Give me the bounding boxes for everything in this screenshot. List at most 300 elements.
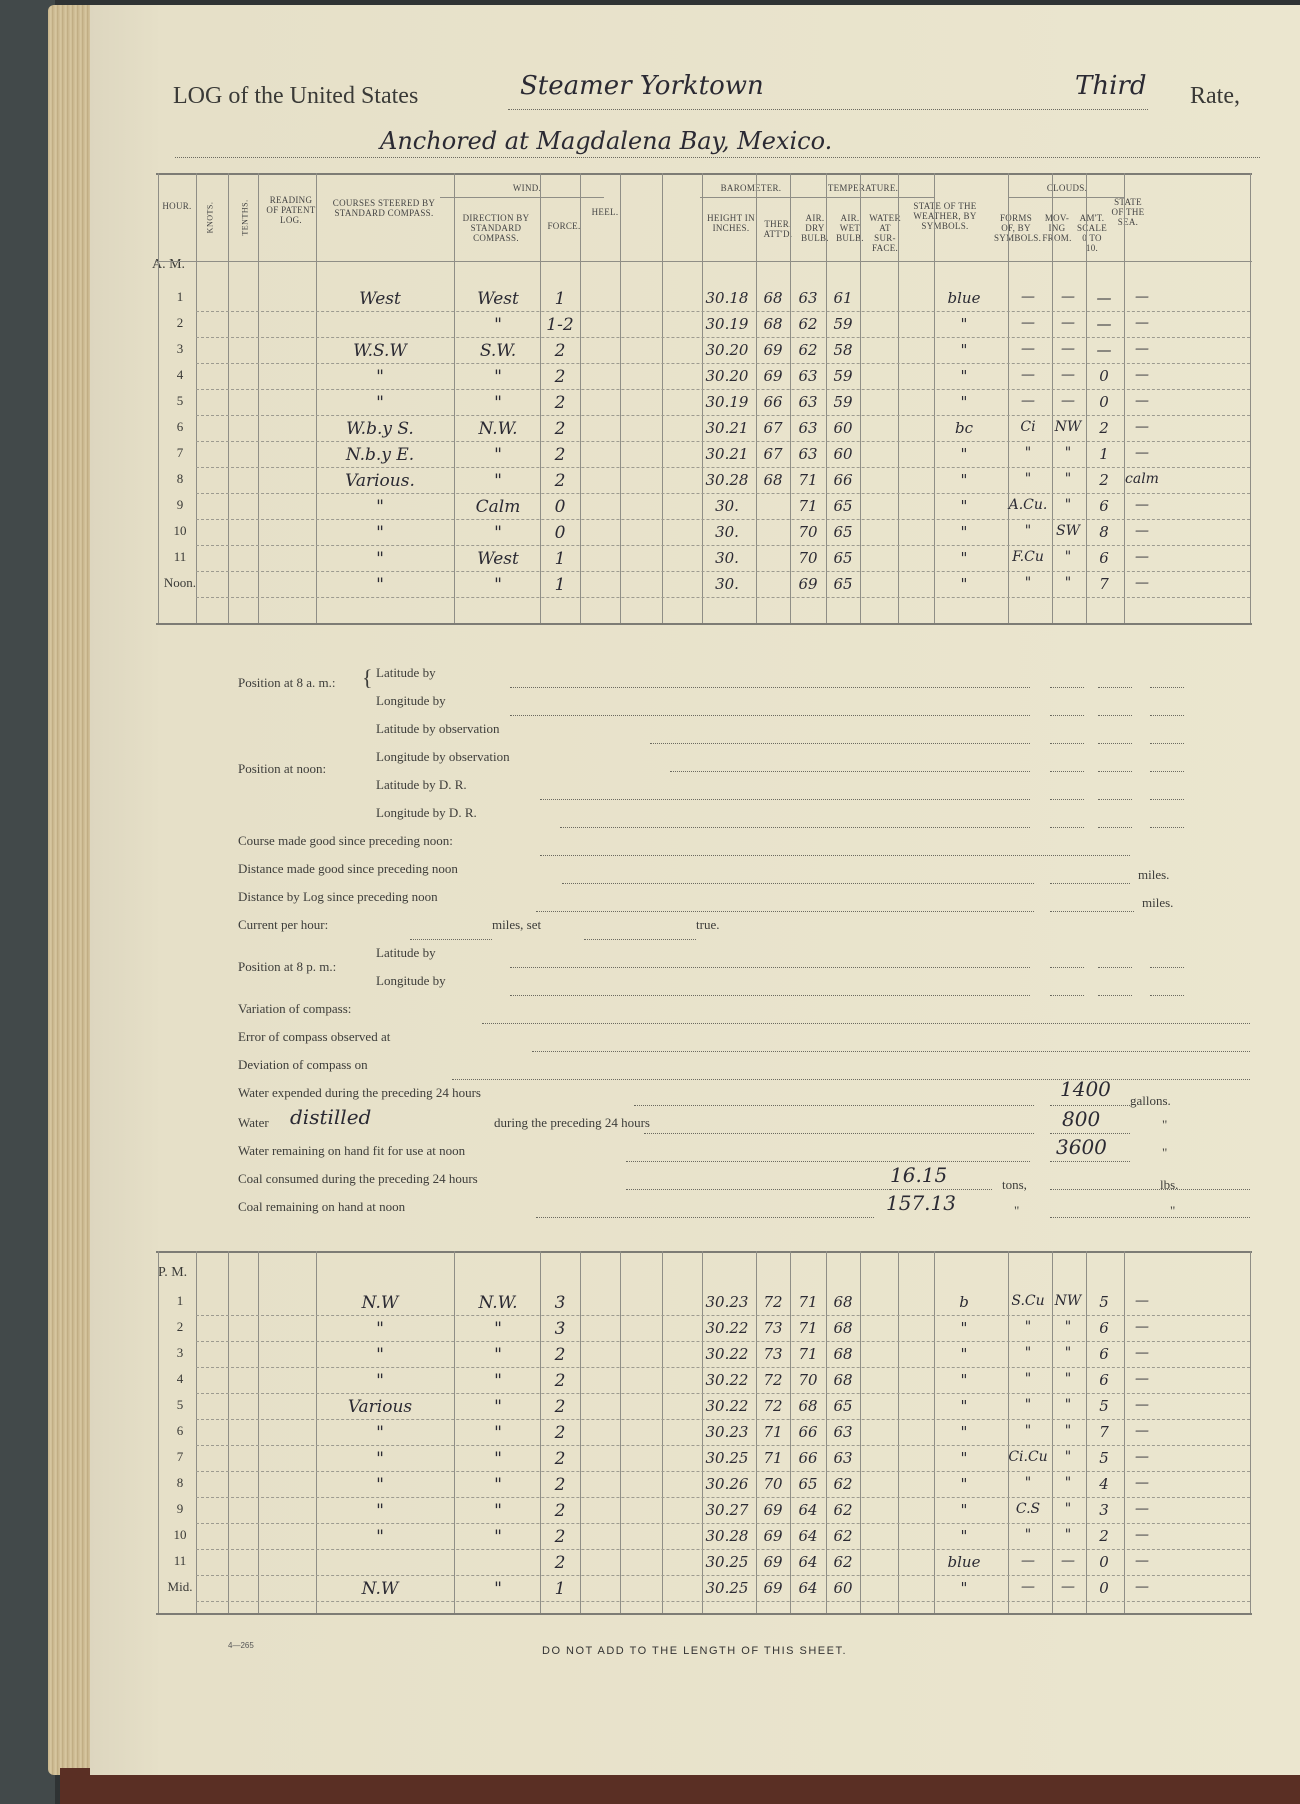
leader-line bbox=[560, 827, 1030, 828]
pm-course-cell: Various bbox=[347, 1397, 413, 1417]
pm-air-wet-cell: 68 bbox=[833, 1293, 853, 1311]
am-weather-cell: " bbox=[960, 393, 968, 411]
am-cloud-amount-cell: — bbox=[1096, 341, 1112, 359]
am-cloud-moving-cell: " bbox=[1064, 497, 1072, 513]
pos-noon-label: Position at noon: bbox=[238, 761, 327, 776]
water-distilled-ditto: " bbox=[1162, 1117, 1168, 1132]
rate-value: Third bbox=[1075, 71, 1147, 101]
am-label: A. M. bbox=[152, 257, 186, 272]
am-wind-direction-cell: S.W. bbox=[479, 341, 517, 361]
error-label: Error of compass observed at bbox=[238, 1029, 391, 1044]
am-air-wet-cell: 59 bbox=[833, 367, 853, 385]
am-course-cell: N.b.y E. bbox=[345, 445, 415, 465]
am-cloud-amount-cell: 8 bbox=[1099, 523, 1109, 541]
pm-table-bottom-border bbox=[156, 1613, 1252, 1615]
water-expended-value: 1400 bbox=[1060, 1077, 1111, 1101]
dist-log-label: Distance by Log since preceding noon bbox=[238, 889, 438, 904]
vessel-underline bbox=[508, 109, 1148, 110]
am-sea-cell: — bbox=[1135, 315, 1149, 331]
pm-weather-cell: blue bbox=[947, 1553, 981, 1571]
pm-cloud-amount-cell: 5 bbox=[1099, 1449, 1109, 1467]
am-sea-cell: — bbox=[1135, 289, 1149, 305]
leader-line bbox=[644, 1133, 1034, 1134]
am-air-dry-cell: 62 bbox=[798, 315, 818, 333]
am-baro-ther-cell: 67 bbox=[763, 445, 783, 463]
pm-wind-force-cell: 1 bbox=[554, 1579, 566, 1599]
water-remaining-ditto: " bbox=[1162, 1145, 1168, 1160]
pm-table-top-border bbox=[156, 1251, 1252, 1253]
pm-weather-cell: " bbox=[960, 1475, 968, 1493]
am-weather-cell: bc bbox=[954, 419, 973, 437]
header-barometer: BAROMETER. bbox=[720, 183, 782, 193]
pm-sea-cell: — bbox=[1135, 1293, 1149, 1309]
current-end: true. bbox=[696, 917, 720, 932]
am-sea-cell: — bbox=[1135, 523, 1149, 539]
pm-cloud-moving-cell: " bbox=[1064, 1501, 1072, 1517]
am-wind-force-cell: 2 bbox=[554, 341, 566, 361]
leader-line bbox=[532, 1051, 1250, 1052]
am-air-dry-cell: 70 bbox=[798, 549, 818, 567]
background-left bbox=[0, 0, 55, 1804]
pm-wind-direction-cell: " bbox=[494, 1475, 502, 1495]
am-cloud-amount-cell: 6 bbox=[1099, 497, 1109, 515]
pm-wind-force-cell: 2 bbox=[554, 1397, 566, 1417]
header-wind-force: FORCE. bbox=[547, 221, 581, 231]
am-baro-height-cell: 30. bbox=[715, 523, 739, 541]
header-tenths: TENTHS. bbox=[240, 199, 250, 236]
pm-cloud-forms-cell: " bbox=[1024, 1423, 1032, 1439]
am-course-cell: Various. bbox=[345, 471, 415, 491]
am-cloud-amount-cell: 0 bbox=[1099, 367, 1109, 385]
clouds-subheader-line bbox=[1008, 197, 1124, 198]
pm-air-wet-cell: 68 bbox=[833, 1345, 853, 1363]
am-cloud-moving-cell: — bbox=[1061, 367, 1075, 383]
pm-cloud-amount-cell: 0 bbox=[1099, 1579, 1109, 1597]
pm-air-dry-cell: 65 bbox=[798, 1475, 818, 1493]
am-cloud-forms-cell: " bbox=[1024, 575, 1032, 591]
pos-8pm-label: Position at 8 p. m.: bbox=[238, 959, 337, 974]
minute-blank bbox=[1098, 967, 1132, 968]
pos-noon-lat-dr: Latitude by D. R. bbox=[376, 777, 467, 792]
coal-tons: tons, bbox=[1002, 1177, 1027, 1192]
am-cloud-moving-cell: — bbox=[1061, 393, 1075, 409]
pm-air-wet-cell: 63 bbox=[833, 1423, 853, 1441]
am-column-line bbox=[662, 173, 663, 623]
pm-course-cell: " bbox=[376, 1501, 384, 1521]
pm-cloud-moving-cell: " bbox=[1064, 1449, 1072, 1465]
am-cloud-moving-cell: NW bbox=[1054, 419, 1082, 435]
pm-column-line bbox=[1250, 1251, 1251, 1613]
pm-baro-height-cell: 30.23 bbox=[705, 1293, 749, 1311]
pm-baro-ther-cell: 71 bbox=[763, 1423, 783, 1441]
am-column-line bbox=[1250, 173, 1251, 623]
pm-cloud-moving-cell: " bbox=[1064, 1527, 1072, 1543]
pm-row-line bbox=[196, 1367, 1250, 1368]
am-air-dry-cell: 62 bbox=[798, 341, 818, 359]
leader-line bbox=[626, 1161, 1030, 1162]
leader-line bbox=[540, 855, 1130, 856]
pm-hour-cell: 8 bbox=[176, 1475, 184, 1490]
pm-cloud-moving-cell: " bbox=[1064, 1371, 1072, 1387]
am-row-line bbox=[196, 363, 1250, 364]
pm-weather-cell: " bbox=[960, 1345, 968, 1363]
am-air-dry-cell: 71 bbox=[798, 497, 818, 515]
pm-baro-ther-cell: 69 bbox=[763, 1553, 783, 1571]
minute-blank bbox=[1098, 743, 1132, 744]
pm-hour-cell: 10 bbox=[173, 1527, 187, 1542]
header-wind-direction: DIRECTION BY STANDARD COMPASS. bbox=[462, 213, 530, 243]
am-wind-force-cell: 2 bbox=[554, 419, 566, 439]
am-air-wet-cell: 61 bbox=[833, 289, 853, 307]
pm-hour-cell: 5 bbox=[176, 1397, 184, 1412]
pm-cloud-forms-cell: C.S bbox=[1015, 1501, 1041, 1517]
coal-remaining-label: Coal remaining on hand at noon bbox=[238, 1199, 406, 1214]
am-baro-height-cell: 30.19 bbox=[705, 315, 749, 333]
leader-line bbox=[510, 687, 1030, 688]
pm-row-line bbox=[196, 1523, 1250, 1524]
am-weather-cell: " bbox=[960, 523, 968, 541]
minute-blank bbox=[1098, 771, 1132, 772]
pm-cloud-forms-cell: " bbox=[1024, 1475, 1032, 1491]
location-underline bbox=[175, 157, 1260, 158]
pm-cloud-amount-cell: 7 bbox=[1099, 1423, 1109, 1441]
pm-baro-ther-cell: 71 bbox=[763, 1449, 783, 1467]
pm-hour-cell: Mid. bbox=[167, 1579, 193, 1594]
minute-blank bbox=[1098, 827, 1132, 828]
pm-cloud-moving-cell: " bbox=[1064, 1423, 1072, 1439]
pm-hour-cell: 6 bbox=[176, 1423, 184, 1438]
pm-baro-height-cell: 30.25 bbox=[705, 1553, 749, 1571]
am-sea-cell: calm bbox=[1125, 471, 1159, 487]
pm-column-line bbox=[662, 1251, 663, 1613]
am-hour-cell: 2 bbox=[176, 315, 184, 330]
am-table-bottom-border bbox=[156, 623, 1252, 625]
leader-line bbox=[562, 883, 1034, 884]
pm-baro-ther-cell: 72 bbox=[763, 1397, 783, 1415]
am-baro-height-cell: 30. bbox=[715, 575, 739, 593]
pm-weather-cell: b bbox=[959, 1293, 969, 1311]
pm-weather-cell: " bbox=[960, 1527, 968, 1545]
header-sea: STATE OF THE SEA. bbox=[1111, 197, 1145, 227]
degree-blank bbox=[1050, 827, 1084, 828]
am-wind-direction-cell: " bbox=[494, 367, 502, 387]
am-hour-cell: 6 bbox=[176, 419, 184, 434]
am-air-dry-cell: 63 bbox=[798, 419, 818, 437]
am-row-line bbox=[196, 311, 1250, 312]
pm-air-wet-cell: 65 bbox=[833, 1397, 853, 1415]
am-air-wet-cell: 65 bbox=[833, 497, 853, 515]
am-wind-force-cell: 0 bbox=[554, 523, 566, 543]
minute-blank bbox=[1098, 687, 1132, 688]
am-cloud-amount-cell: 6 bbox=[1099, 549, 1109, 567]
am-column-line bbox=[898, 173, 899, 623]
pm-wind-force-cell: 2 bbox=[554, 1371, 566, 1391]
leader-line bbox=[536, 1217, 874, 1218]
pm-baro-height-cell: 30.25 bbox=[705, 1449, 749, 1467]
am-cloud-amount-cell: 0 bbox=[1099, 393, 1109, 411]
am-row-line bbox=[196, 467, 1250, 468]
pm-air-dry-cell: 64 bbox=[798, 1579, 818, 1597]
am-weather-cell: " bbox=[960, 471, 968, 489]
am-cloud-moving-cell: — bbox=[1061, 341, 1075, 357]
pm-column-line bbox=[620, 1251, 621, 1613]
pm-sea-cell: — bbox=[1135, 1475, 1149, 1491]
pm-baro-ther-cell: 70 bbox=[763, 1475, 783, 1493]
am-air-wet-cell: 65 bbox=[833, 523, 853, 541]
am-course-cell: " bbox=[376, 393, 384, 413]
pm-weather-cell: " bbox=[960, 1579, 968, 1597]
pm-cloud-amount-cell: 6 bbox=[1099, 1371, 1109, 1389]
am-wind-direction-cell: " bbox=[494, 471, 502, 491]
leader-line bbox=[584, 939, 696, 940]
form-number: 4—265 bbox=[228, 1641, 254, 1650]
pm-baro-ther-cell: 69 bbox=[763, 1501, 783, 1519]
pm-row-line bbox=[196, 1471, 1250, 1472]
rate-label: Rate, bbox=[1190, 83, 1240, 109]
pm-cloud-moving-cell: — bbox=[1061, 1579, 1075, 1595]
pm-baro-height-cell: 30.26 bbox=[705, 1475, 749, 1493]
coal-remaining-value: 157.13 bbox=[886, 1191, 956, 1215]
am-sea-cell: — bbox=[1135, 445, 1149, 461]
course-good-label: Course made good since preceding noon: bbox=[238, 833, 453, 848]
am-air-wet-cell: 59 bbox=[833, 315, 853, 333]
second-blank bbox=[1150, 967, 1184, 968]
pm-air-dry-cell: 71 bbox=[798, 1345, 818, 1363]
am-sea-cell: — bbox=[1135, 393, 1149, 409]
am-sea-cell: — bbox=[1135, 575, 1149, 591]
pm-baro-ther-cell: 69 bbox=[763, 1579, 783, 1597]
leader-line bbox=[510, 715, 1030, 716]
am-hour-cell: Noon. bbox=[163, 575, 197, 590]
am-air-wet-cell: 59 bbox=[833, 393, 853, 411]
pm-cloud-forms-cell: S.Cu bbox=[1011, 1293, 1045, 1309]
am-baro-ther-cell: 69 bbox=[763, 367, 783, 385]
pm-cloud-forms-cell: " bbox=[1024, 1371, 1032, 1387]
pm-air-dry-cell: 64 bbox=[798, 1527, 818, 1545]
pm-course-cell: " bbox=[376, 1319, 384, 1339]
pm-weather-cell: " bbox=[960, 1449, 968, 1467]
degree-blank bbox=[1050, 967, 1084, 968]
footer-notice: DO NOT ADD TO THE LENGTH OF THIS SHEET. bbox=[542, 1645, 848, 1657]
pm-sea-cell: — bbox=[1135, 1423, 1149, 1439]
am-cloud-forms-cell: — bbox=[1021, 341, 1035, 357]
am-hour-cell: 1 bbox=[176, 289, 184, 304]
am-cloud-amount-cell: 2 bbox=[1099, 419, 1109, 437]
am-sea-cell: — bbox=[1135, 419, 1149, 435]
am-air-dry-cell: 63 bbox=[798, 445, 818, 463]
dist-good-miles: miles. bbox=[1138, 867, 1170, 882]
am-row-line bbox=[196, 597, 1250, 598]
coal-remaining-ditto-lbs: " bbox=[1170, 1203, 1176, 1218]
pm-hour-cell: 9 bbox=[176, 1501, 184, 1516]
pm-wind-direction-cell: " bbox=[494, 1501, 502, 1521]
header-weather: STATE OF THE WEATHER, BY SYMBOLS. bbox=[913, 201, 977, 231]
pm-wind-direction-cell: " bbox=[494, 1579, 502, 1599]
minute-blank bbox=[1098, 799, 1132, 800]
pm-cloud-moving-cell: NW bbox=[1054, 1293, 1082, 1309]
am-air-dry-cell: 70 bbox=[798, 523, 818, 541]
pm-wind-force-cell: 2 bbox=[554, 1345, 566, 1365]
pm-sea-cell: — bbox=[1135, 1553, 1149, 1569]
am-cloud-moving-cell: — bbox=[1061, 315, 1075, 331]
am-baro-ther-cell: 68 bbox=[763, 315, 783, 333]
pm-cloud-moving-cell: " bbox=[1064, 1475, 1072, 1491]
pm-wind-force-cell: 2 bbox=[554, 1475, 566, 1495]
pm-wind-force-cell: 2 bbox=[554, 1449, 566, 1469]
am-baro-ther-cell: 67 bbox=[763, 419, 783, 437]
am-wind-direction-cell: " bbox=[494, 445, 502, 465]
am-column-line bbox=[228, 173, 229, 623]
pm-air-wet-cell: 62 bbox=[833, 1501, 853, 1519]
pm-baro-height-cell: 30.22 bbox=[705, 1345, 749, 1363]
pm-baro-ther-cell: 73 bbox=[763, 1345, 783, 1363]
am-baro-ther-cell: 68 bbox=[763, 471, 783, 489]
am-course-cell: " bbox=[376, 497, 384, 517]
am-row-line bbox=[196, 389, 1250, 390]
pm-row-line bbox=[196, 1445, 1250, 1446]
pm-cloud-amount-cell: 6 bbox=[1099, 1319, 1109, 1337]
pm-sea-cell: — bbox=[1135, 1319, 1149, 1335]
am-course-cell: " bbox=[376, 575, 384, 595]
value-blank bbox=[1050, 1105, 1130, 1106]
am-row-line bbox=[196, 545, 1250, 546]
header-water-surface: WATER AT SUR- FACE. bbox=[869, 213, 901, 253]
pm-baro-ther-cell: 73 bbox=[763, 1319, 783, 1337]
am-cloud-moving-cell: " bbox=[1064, 445, 1072, 461]
coal-lbs: lbs. bbox=[1160, 1177, 1179, 1192]
pm-air-dry-cell: 64 bbox=[798, 1501, 818, 1519]
am-row-line bbox=[196, 519, 1250, 520]
pm-row-line bbox=[196, 1497, 1250, 1498]
pm-course-cell: " bbox=[376, 1423, 384, 1443]
log-page bbox=[90, 5, 1300, 1775]
pm-wind-direction-cell: " bbox=[494, 1423, 502, 1443]
am-weather-cell: " bbox=[960, 341, 968, 359]
pos-8am-label: Position at 8 a. m.: bbox=[238, 675, 336, 690]
am-wind-force-cell: 1-2 bbox=[546, 315, 574, 335]
pm-cloud-amount-cell: 0 bbox=[1099, 1553, 1109, 1571]
pm-sea-cell: — bbox=[1135, 1501, 1149, 1517]
pm-column-line bbox=[454, 1251, 455, 1613]
header-cloud-amount: AM'T. SCALE 0 TO 10. bbox=[1076, 213, 1107, 253]
degree-blank bbox=[1050, 743, 1084, 744]
pm-wind-force-cell: 3 bbox=[554, 1293, 566, 1313]
header-cloud-forms: FORMS OF, BY SYMBOLS. bbox=[994, 213, 1042, 243]
am-air-dry-cell: 69 bbox=[798, 575, 818, 593]
am-wind-force-cell: 1 bbox=[554, 549, 566, 569]
am-wind-direction-cell: West bbox=[477, 549, 519, 569]
am-weather-cell: " bbox=[960, 315, 968, 333]
am-wind-force-cell: 2 bbox=[554, 471, 566, 491]
pm-row-line bbox=[196, 1393, 1250, 1394]
leader-line bbox=[510, 995, 1030, 996]
am-weather-cell: " bbox=[960, 367, 968, 385]
water-distilled-word: distilled bbox=[290, 1105, 372, 1129]
pm-baro-height-cell: 30.22 bbox=[705, 1397, 749, 1415]
pm-hour-cell: 7 bbox=[176, 1449, 184, 1464]
pm-sea-cell: — bbox=[1135, 1527, 1149, 1543]
pm-wind-force-cell: 2 bbox=[554, 1527, 566, 1547]
leader-line bbox=[670, 771, 1030, 772]
pm-baro-ther-cell: 69 bbox=[763, 1527, 783, 1545]
pos-8am-brace: { bbox=[362, 665, 373, 690]
header-clouds: CLOUDS. bbox=[1046, 183, 1088, 193]
am-air-wet-cell: 60 bbox=[833, 419, 853, 437]
pm-cloud-forms-cell: " bbox=[1024, 1345, 1032, 1361]
am-wind-force-cell: 1 bbox=[554, 289, 566, 309]
minute-blank bbox=[1098, 995, 1132, 996]
am-wind-force-cell: 1 bbox=[554, 575, 566, 595]
header-air-dry: AIR. DRY BULB. bbox=[801, 213, 829, 243]
value-blank bbox=[1050, 1217, 1250, 1218]
am-hour-cell: 11 bbox=[173, 549, 187, 564]
am-wind-direction-cell: West bbox=[477, 289, 519, 309]
am-baro-height-cell: 30.21 bbox=[705, 445, 749, 463]
value-blank bbox=[1050, 1189, 1250, 1190]
pm-hour-cell: 11 bbox=[173, 1553, 187, 1568]
am-cloud-moving-cell: SW bbox=[1056, 523, 1080, 539]
pm-row-line bbox=[196, 1549, 1250, 1550]
am-table-top-border bbox=[156, 173, 1252, 175]
am-cloud-forms-cell: " bbox=[1024, 445, 1032, 461]
second-blank bbox=[1150, 995, 1184, 996]
am-cloud-moving-cell: " bbox=[1064, 575, 1072, 591]
pm-air-wet-cell: 63 bbox=[833, 1449, 853, 1467]
pm-wind-direction-cell: " bbox=[494, 1345, 502, 1365]
am-cloud-forms-cell: F.Cu bbox=[1012, 549, 1044, 565]
leader-line bbox=[510, 967, 1030, 968]
water-expended-label: Water expended during the preceding 24 hours bbox=[238, 1085, 481, 1100]
pm-baro-ther-cell: 72 bbox=[763, 1371, 783, 1389]
am-header-bottom-line bbox=[156, 261, 1252, 262]
pm-weather-cell: " bbox=[960, 1371, 968, 1389]
pos-noon-long-dr: Longitude by D. R. bbox=[376, 805, 477, 820]
degree-blank bbox=[1050, 995, 1084, 996]
header-hour: HOUR. bbox=[162, 201, 192, 211]
pm-column-line bbox=[258, 1251, 259, 1613]
pm-cloud-amount-cell: 4 bbox=[1099, 1475, 1109, 1493]
am-sea-cell: — bbox=[1135, 497, 1149, 513]
am-air-wet-cell: 60 bbox=[833, 445, 853, 463]
second-blank bbox=[1150, 743, 1184, 744]
header-wind: WIND. bbox=[512, 183, 542, 193]
pm-column-line bbox=[228, 1251, 229, 1613]
vessel-name: Steamer Yorktown bbox=[520, 71, 764, 101]
current-mid: miles, set bbox=[492, 917, 542, 932]
header-heel: HEEL. bbox=[591, 207, 619, 217]
location-line: Anchored at Magdalena Bay, Mexico. bbox=[380, 127, 833, 155]
pm-wind-direction-cell: " bbox=[494, 1371, 502, 1391]
header-patent-log: READING OF PATENT LOG. bbox=[266, 195, 316, 225]
pm-weather-cell: " bbox=[960, 1319, 968, 1337]
log-title-prefix: LOG of the United States bbox=[173, 83, 419, 109]
am-baro-ther-cell: 66 bbox=[763, 393, 783, 411]
second-blank bbox=[1150, 799, 1184, 800]
pm-air-wet-cell: 68 bbox=[833, 1319, 853, 1337]
pm-wind-direction-cell: N.W. bbox=[478, 1293, 518, 1313]
am-air-dry-cell: 71 bbox=[798, 471, 818, 489]
am-cloud-forms-cell: A.Cu. bbox=[1008, 497, 1048, 513]
pm-cloud-forms-cell: — bbox=[1021, 1579, 1035, 1595]
am-weather-cell: " bbox=[960, 575, 968, 593]
pm-cloud-forms-cell: " bbox=[1024, 1527, 1032, 1543]
am-air-dry-cell: 63 bbox=[798, 367, 818, 385]
pm-sea-cell: — bbox=[1135, 1397, 1149, 1413]
water-distilled-value: 800 bbox=[1062, 1107, 1101, 1131]
am-air-wet-cell: 65 bbox=[833, 549, 853, 567]
pm-row-line bbox=[196, 1341, 1250, 1342]
leader-line bbox=[536, 911, 1034, 912]
